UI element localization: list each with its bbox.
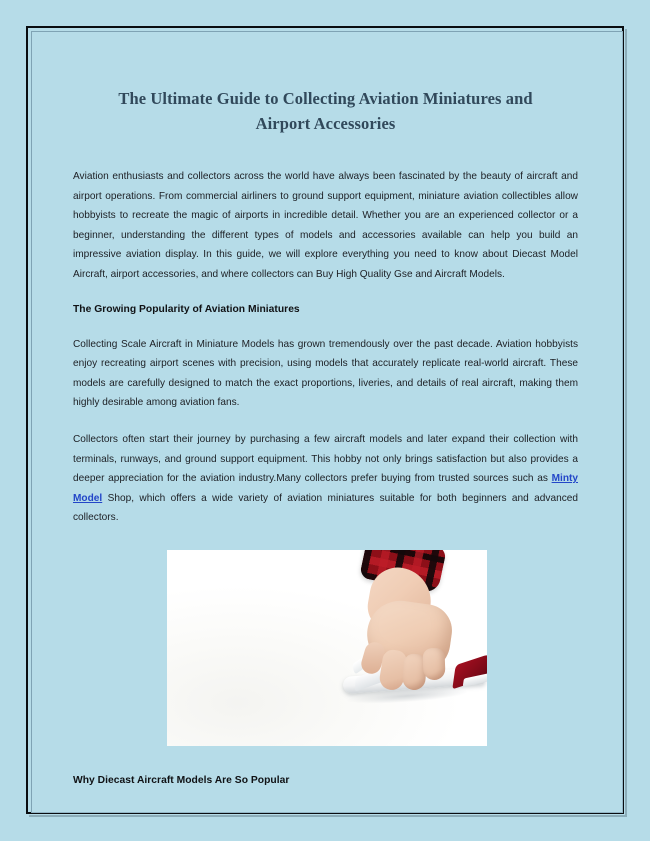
spacer-before-image xyxy=(73,528,578,550)
section-heading-why-diecast: Why Diecast Aircraft Models Are So Popular xyxy=(73,774,290,786)
minty-model-link[interactable]: Minty Model xyxy=(73,473,578,504)
spacer-after-paragraph-1 xyxy=(73,285,578,302)
spacer-after-title xyxy=(73,136,578,167)
document-content xyxy=(73,86,578,789)
paragraph-text-after-link: Shop, which offers a wide variety of aviation miniatures suitable for both beginners and advanced collectors. xyxy=(73,492,578,524)
finger-ring xyxy=(422,648,445,681)
paragraph-trusted-sources xyxy=(73,430,578,528)
section-heading-growing-popularity: The Growing Popularity of Aviation Miniatures xyxy=(73,303,300,315)
paragraph-text-before-link: Collectors often start their journey by purchasing a few aircraft models and later expand their collection with terminals, runways, and ground support equipment. This hobby not only brings satisfaction but also provides a deeper appreciation for the aviation industry.Many collectors prefer buying from trusted sources such as xyxy=(73,433,578,485)
paragraph-intro: Aviation enthusiasts and collectors across the world have always been fascinated by the beauty of aircraft and airport operations. From commercial airliners to ground support equipment, miniature aviation collectibles allow hobbyists to recreate the magic of airports in incredible detail. Whether you are an experienced collector or a beginner, understanding the different types of models and accessories available can help you build an impressive aviation display. In this guide, we will explore everything you need to know about Diecast Model Aircraft, airport accessories, and where collectors can Buy High Quality Gse and Aircraft Models. xyxy=(73,171,578,280)
page-title: The Ultimate Guide to Collecting Aviation Miniatures and Airport Accessories xyxy=(118,89,533,133)
spacer-after-paragraph-2 xyxy=(73,413,578,430)
spacer-after-heading-1 xyxy=(73,318,578,335)
paragraph-scale-models: Collecting Scale Aircraft in Miniature Models has grown tremendously over the past decade. Aviation hobbyists enjoy recreating airport scenes with precision, using models that accurately replicate real-world aircraft. These models are carefully designed to match the exact proportions, liveries, and details of real aircraft, making them highly desirable among aviation fans. xyxy=(73,338,578,409)
spacer-after-image xyxy=(73,746,578,773)
aircraft-model-photo xyxy=(167,550,487,746)
